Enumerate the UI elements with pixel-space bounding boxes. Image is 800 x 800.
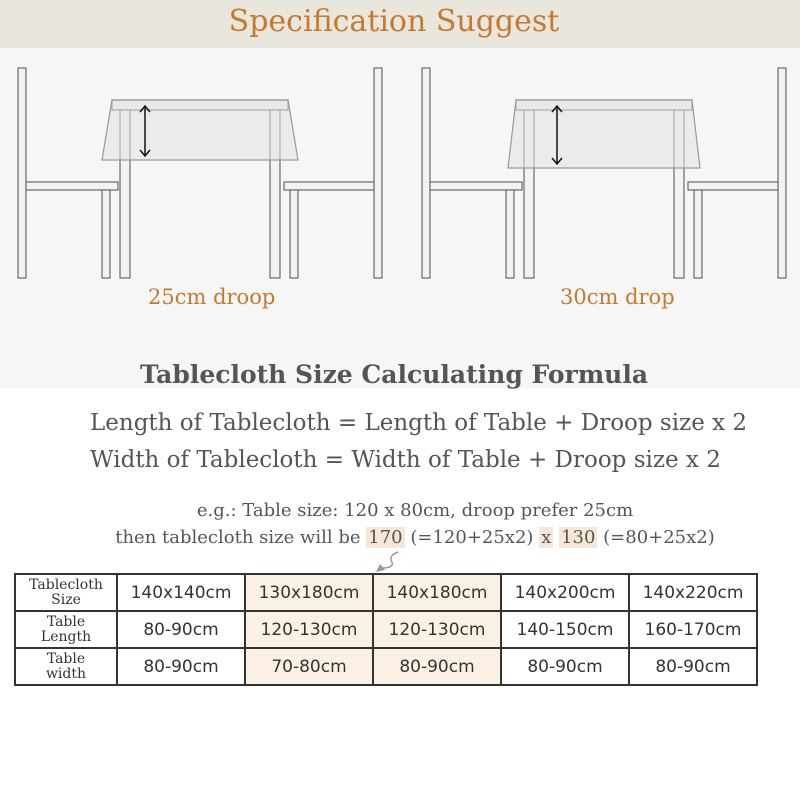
table-cell: 120-130cm (245, 611, 373, 648)
table-cell: 80-90cm (501, 648, 629, 685)
chair-back-left (422, 68, 430, 278)
chair-seat-left (430, 182, 522, 190)
table-cell: 80-90cm (117, 648, 245, 685)
example-length-calc: (=120+25x2) (404, 527, 540, 548)
table-cell: 140-150cm (501, 611, 629, 648)
table-row (15, 611, 757, 648)
header-banner (0, 0, 800, 48)
chair-leg (694, 190, 702, 278)
table-cell: 140x220cm (629, 574, 757, 611)
example-line-2 (0, 527, 800, 548)
table-row (15, 574, 757, 611)
table-illustrations (0, 48, 800, 388)
diagram-area (0, 48, 800, 388)
table-cell: 80-90cm (629, 648, 757, 685)
row-header: Table width (15, 648, 117, 685)
table-cell: 160-170cm (629, 611, 757, 648)
chair-seat-left (26, 182, 118, 190)
chair-seat-right (688, 182, 778, 190)
example-length-value: 170 (368, 527, 403, 548)
pointer-arrow-icon (374, 550, 402, 574)
table-cell: 80-90cm (373, 648, 501, 685)
example-prefix: then tablecloth size will be (115, 527, 367, 548)
table-cell: 120-130cm (373, 611, 501, 648)
tablecloth (508, 100, 700, 168)
example-width-value: 130 (561, 527, 596, 548)
row-header: Tablecloth Size (15, 574, 117, 611)
tablecloth (102, 100, 298, 160)
chair-back-right (778, 68, 786, 278)
diagram-caption-25cm: 25cm droop (148, 285, 276, 309)
table-cell: 140x140cm (117, 574, 245, 611)
formula-length: Length of Tablecloth = Length of Table + Droop size x 2 (90, 410, 748, 436)
example-line-1: e.g.: Table size: 120 x 80cm, droop prefer 25cm (196, 500, 634, 521)
chair-leg (102, 190, 110, 278)
chair-leg (506, 190, 514, 278)
chair-back-left (18, 68, 26, 278)
formula-title: Tablecloth Size Calculating Formula (139, 360, 649, 389)
chair-back-right (374, 68, 382, 278)
example-times: x (541, 527, 552, 548)
table-cell: 140x180cm (373, 574, 501, 611)
example-width-calc: (=80+25x2) (597, 527, 715, 548)
diagram-caption-30cm: 30cm drop (560, 285, 675, 309)
formula-width: Width of Tablecloth = Width of Table + Droop size x 2 (90, 447, 721, 473)
page-title: Specification Suggest (228, 4, 560, 39)
table-cell: 70-80cm (245, 648, 373, 685)
size-table (14, 573, 758, 686)
chair-leg (290, 190, 298, 278)
table-row (15, 648, 757, 685)
row-header: Table Length (15, 611, 117, 648)
chair-seat-right (284, 182, 374, 190)
table-cell: 130x180cm (245, 574, 373, 611)
table-cell: 140x200cm (501, 574, 629, 611)
table-cell: 80-90cm (117, 611, 245, 648)
